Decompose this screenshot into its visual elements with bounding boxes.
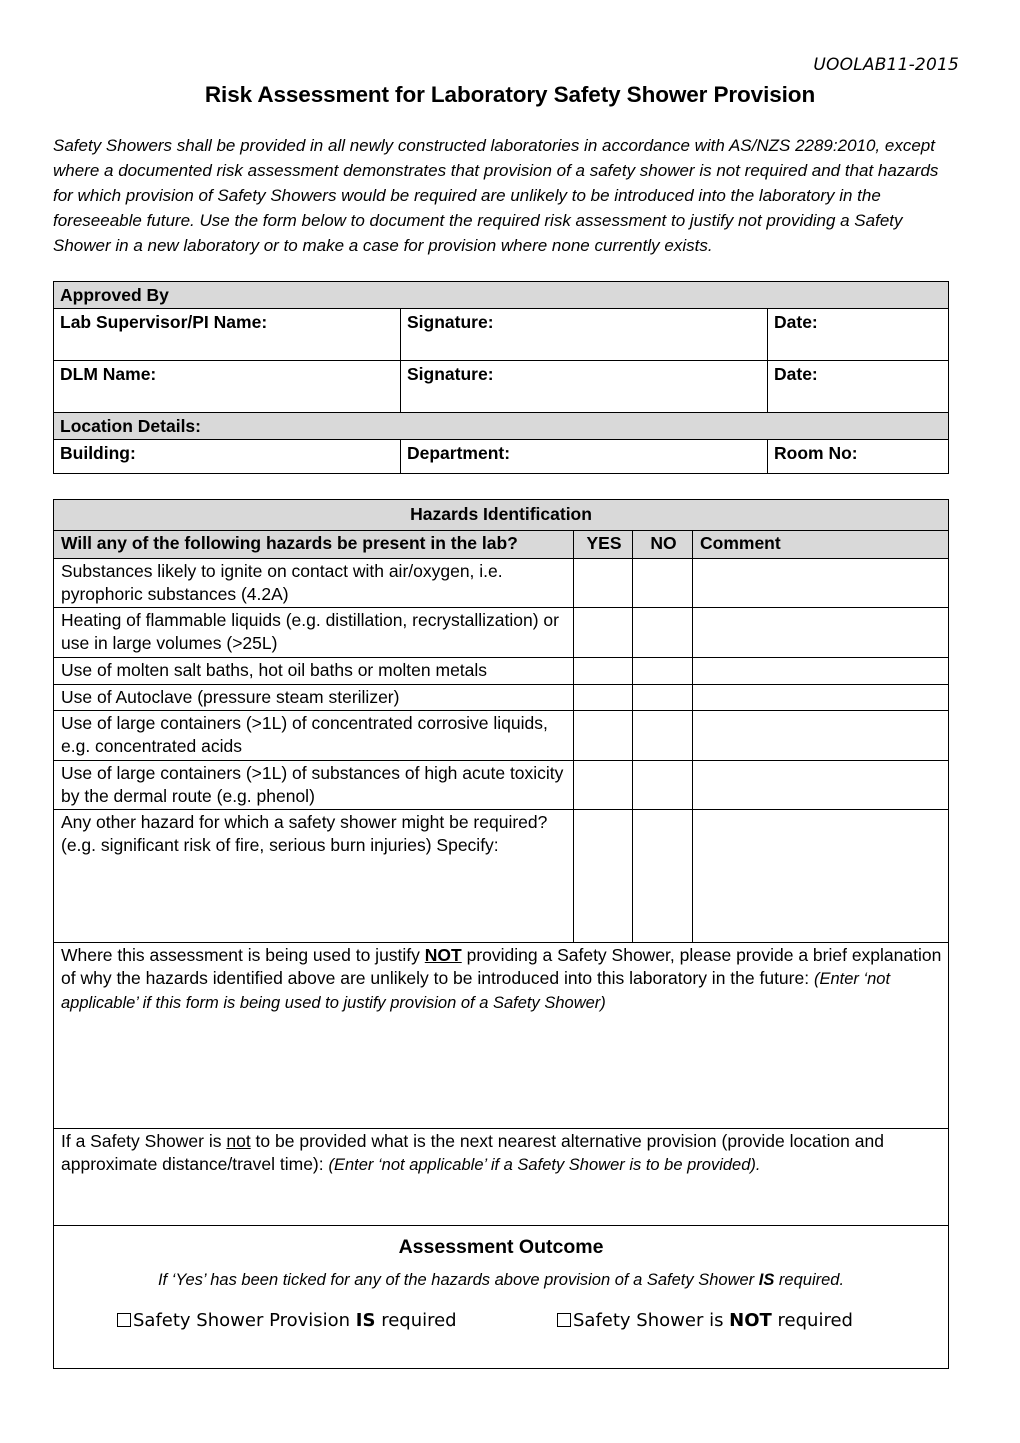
hazard-label-5: Use of large containers (>1L) of substances of high acute toxicity by the dermal route (e.g. phenol): [54, 760, 574, 810]
table-row: [54, 657, 949, 684]
hazard-no-cell-2[interactable]: [633, 657, 693, 684]
assessment-outcome-title: Assessment Outcome: [398, 1236, 604, 1259]
location-details-title: Location Details:: [54, 413, 949, 440]
hazard-no-cell-6[interactable]: [633, 810, 693, 943]
hazard-comment-cell-2[interactable]: [693, 657, 949, 684]
outcome-option-is-required[interactable]: [60, 1309, 520, 1332]
hazard-yes-cell-4[interactable]: [574, 711, 633, 761]
hazard-yes-cell-2[interactable]: [574, 657, 633, 684]
outcome-left-emphasis: IS: [355, 1310, 376, 1332]
checkbox-icon[interactable]: [117, 1313, 131, 1327]
assessment-outcome-row: [54, 1226, 949, 1369]
dlm-date-label[interactable]: Date:: [768, 361, 949, 413]
dlm-signature-label[interactable]: Signature:: [401, 361, 768, 413]
dlm-name-label[interactable]: DLM Name:: [54, 361, 401, 413]
comment-column-header: Comment: [693, 531, 949, 559]
hazard-label-0: Substances likely to ignite on contact with air/oxygen, i.e. pyrophoric substances (4.2A): [54, 558, 574, 608]
hazard-yes-cell-3[interactable]: [574, 684, 633, 711]
assessment-outcome-subtitle: [60, 1261, 942, 1291]
approved-by-table: [53, 281, 949, 475]
hazard-label-3: Use of Autoclave (pressure steam sterilizer): [54, 684, 574, 711]
justification-emphasis: NOT: [424, 945, 462, 966]
hazard-label-2: Use of molten salt baths, hot oil baths or molten metals: [54, 657, 574, 684]
hazard-yes-cell-0[interactable]: [574, 558, 633, 608]
hazard-comment-cell-3[interactable]: [693, 684, 949, 711]
department-label[interactable]: Department:: [401, 440, 768, 474]
hazards-title: Hazards Identification: [54, 500, 949, 531]
hazard-yes-cell-5[interactable]: [574, 760, 633, 810]
lab-supervisor-name-label[interactable]: Lab Supervisor/PI Name:: [54, 309, 401, 361]
outcome-right-prefix: Safety Shower is: [573, 1310, 730, 1332]
table-row: [54, 760, 949, 810]
assessment-outcome-section: [54, 1226, 949, 1369]
table-row: [54, 558, 949, 608]
hazard-label-1: Heating of flammable liquids (e.g. distillation, recrystallization) or use in large volumes (>25L): [54, 608, 574, 658]
table-row: [54, 608, 949, 658]
table-row: [54, 361, 949, 413]
alternative-note: (Enter ‘not applicable’ if a Safety Shower is to be provided).: [328, 1156, 761, 1175]
yes-column-header: YES: [574, 531, 633, 559]
hazard-comment-cell-4[interactable]: [693, 711, 949, 761]
approved-by-header-row: [54, 281, 949, 308]
justification-note: (Enter ‘not applicable’ if this form is being used to justify provision of a Safety Shower): [61, 970, 891, 1012]
hazards-header-row: [54, 500, 949, 531]
hazard-no-cell-3[interactable]: [633, 684, 693, 711]
location-details-header-row: [54, 413, 949, 440]
justification-text-part2: providing a Safety Shower, please provide a brief explanation of why the hazards identified above are unlikely to be introduced into this laboratory in the future:: [61, 945, 942, 989]
hazard-comment-cell-6[interactable]: [693, 810, 949, 943]
alternative-emphasis: not: [226, 1131, 251, 1152]
outcome-right-suffix: required: [771, 1310, 853, 1332]
justification-text-part1: Where this assessment is being used to justify: [61, 945, 425, 966]
hazards-question-header: Will any of the following hazards be present in the lab?: [54, 531, 574, 559]
outcome-right-emphasis: NOT: [729, 1310, 772, 1332]
lab-supervisor-date-label[interactable]: Date:: [768, 309, 949, 361]
hazard-no-cell-5[interactable]: [633, 760, 693, 810]
table-row: [54, 440, 949, 474]
justification-field[interactable]: [54, 943, 949, 1129]
hazard-label-4: Use of large containers (>1L) of concentrated corrosive liquids, e.g. concentrated acids: [54, 711, 574, 761]
room-no-label[interactable]: Room No:: [768, 440, 949, 474]
document-code: UOOLAB11-2015: [813, 55, 959, 75]
outcome-subtitle-suffix: required.: [774, 1270, 845, 1289]
page-title: Risk Assessment for Laboratory Safety Shower Provision: [204, 81, 816, 107]
hazard-yes-cell-1[interactable]: [574, 608, 633, 658]
hazard-comment-cell-0[interactable]: [693, 558, 949, 608]
intro-paragraph: Safety Showers shall be provided in all newly constructed laboratories in accordance with AS/NZS 2289:2010, except where a documented risk assessment demonstrates that provision of a safety shower is not required and that hazards for which provision of Safety Showers would be required are unlikely to be introduced into the laboratory in the foreseeable future. Use the form below to document the required risk assessment to justify not providing a Safety Shower in a new laboratory or to make a case for provision where none currently exists.: [53, 135, 939, 255]
outcome-left-prefix: Safety Shower Provision: [133, 1310, 356, 1332]
assessment-outcome-options: [60, 1291, 942, 1332]
outcome-left-suffix: required: [375, 1310, 457, 1332]
hazard-comment-cell-5[interactable]: [693, 760, 949, 810]
hazard-no-cell-4[interactable]: [633, 711, 693, 761]
no-column-header: NO: [633, 531, 693, 559]
alternative-text-part2: to be provided what is the next nearest alternative provision (provide location and approximate distance/travel time):: [61, 1131, 884, 1175]
table-row: [54, 711, 949, 761]
outcome-subtitle-emphasis: IS: [758, 1270, 775, 1289]
outcome-subtitle-prefix: If ‘Yes’ has been ticked for any of the hazards above provision of a Safety Shower: [157, 1270, 759, 1289]
alternative-text-part1: If a Safety Shower is: [61, 1131, 227, 1152]
alternative-provision-row: [54, 1129, 949, 1226]
hazard-comment-cell-1[interactable]: [693, 608, 949, 658]
hazard-no-cell-1[interactable]: [633, 608, 693, 658]
building-label[interactable]: Building:: [54, 440, 401, 474]
hazards-identification-table: [53, 499, 949, 1369]
hazards-column-header-row: [54, 531, 949, 559]
hazard-label-6: Any other hazard for which a safety shower might be required? (e.g. significant risk of fire, serious burn injuries) Specify:: [54, 810, 574, 943]
checkbox-icon[interactable]: [557, 1313, 571, 1327]
lab-supervisor-signature-label[interactable]: Signature:: [401, 309, 768, 361]
hazard-no-cell-0[interactable]: [633, 558, 693, 608]
table-row: [54, 684, 949, 711]
outcome-option-not-required[interactable]: [520, 1309, 942, 1332]
hazard-yes-cell-6[interactable]: [574, 810, 633, 943]
table-row: [54, 810, 949, 943]
alternative-provision-field[interactable]: [54, 1129, 949, 1226]
justification-row: [54, 943, 949, 1129]
table-row: [54, 309, 949, 361]
approved-by-title: Approved By: [54, 281, 949, 308]
